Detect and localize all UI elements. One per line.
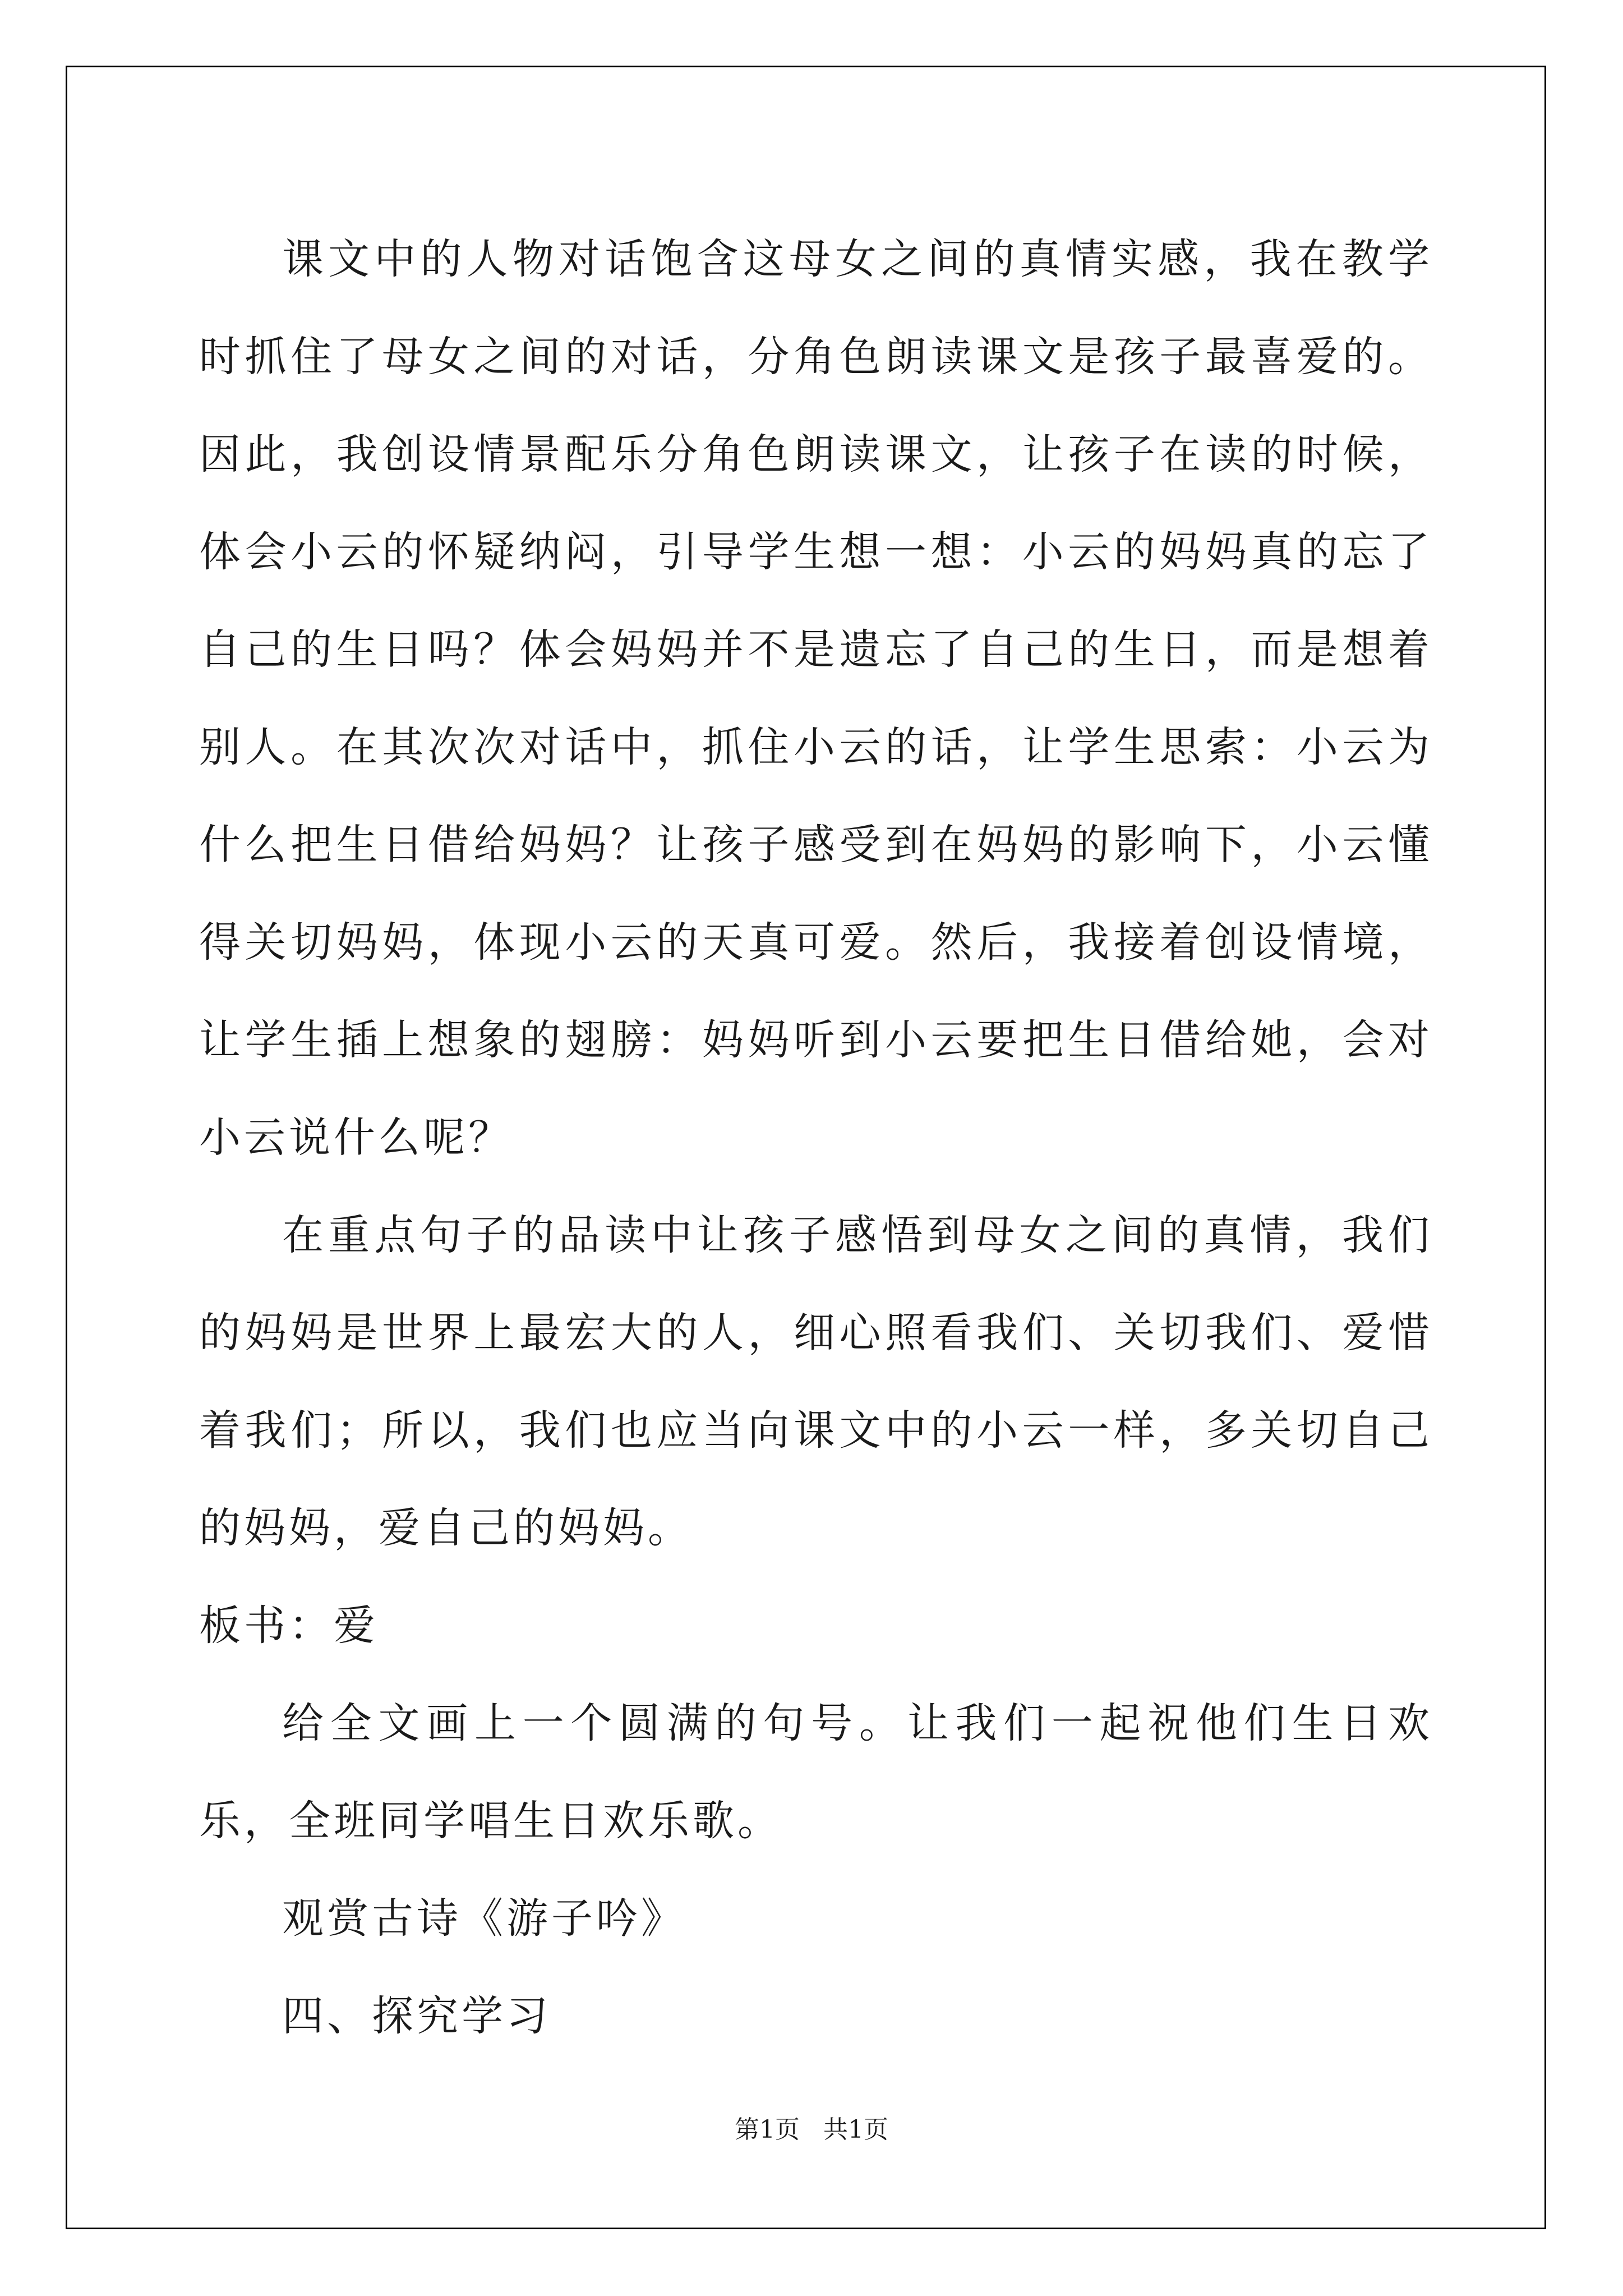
document-body — [199, 210, 1433, 2065]
paragraph-dialogue-teaching: 课文中的人物对话饱含这母女之间的真情实感，我在教学时抓住了母女之间的对话，分角色朗读课文是孩子最喜爱的。因此，我创设情景配乐分角色朗读课文，让孩子在读的时候，体会小云的怀疑纳闷，引导学生想一想：小云的妈妈真的忘了自己的生日吗？体会妈妈并不是遗忘了自己的生日，而是想着别人。在其次次对话中，抓住小云的话，让学生思索：小云为什么把生日借给妈妈？让孩子感受到在妈妈的影响下，小云懂得关切妈妈，体现小云的天真可爱。然后，我接着创设情境，让学生插上想象的翅膀：妈妈听到小云要把生日借给她，会对小云说什么呢？ — [199, 235, 1433, 1162]
section-heading-inquiry: 四、探究学习 — [282, 1992, 551, 2040]
paragraph-blackboard: 板书：爱 — [199, 1602, 379, 1650]
page-number-footer: 第1页 共1页 — [735, 2115, 888, 2144]
paragraph-conclusion: 给全文画上一个圆满的句号。让我们一起祝他们生日欢乐，全班同学唱生日欢乐歌。 — [199, 1699, 1433, 1845]
paragraph-key-sentences: 在重点句子的品读中让孩子感悟到母女之间的真情，我们的妈妈是世界上最宏大的人，细心照看我们、关切我们、爱惜着我们；所以，我们也应当向课文中的小云一样，多关切自己的妈妈，爱自己的妈妈。 — [199, 1211, 1433, 1552]
paragraph-poem: 观赏古诗《游子吟》 — [282, 1894, 686, 1943]
